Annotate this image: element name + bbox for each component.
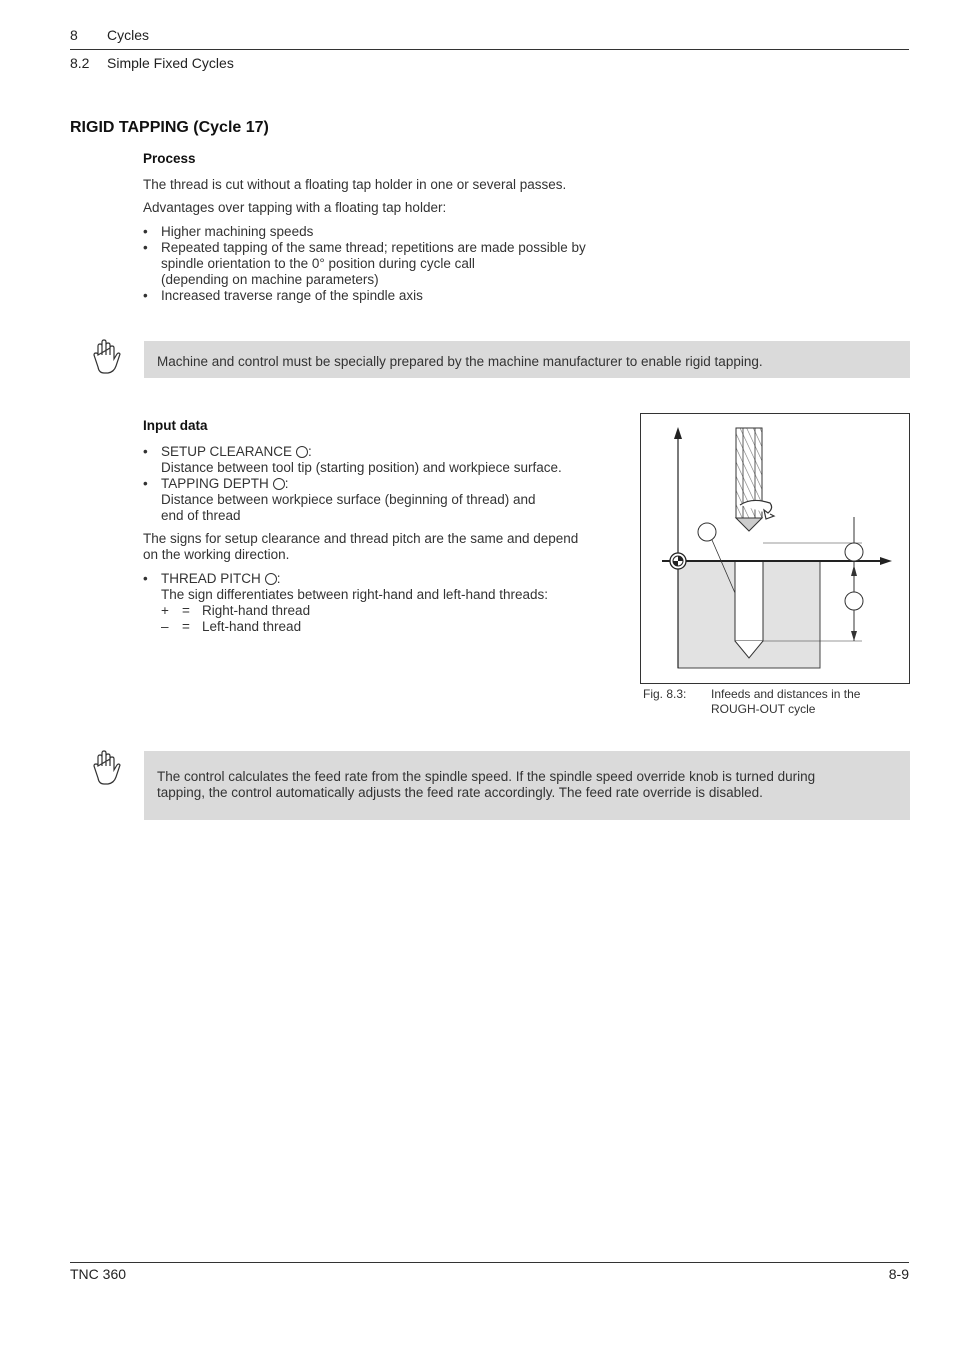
footer-product: TNC 360	[70, 1266, 127, 1282]
signs-line: The signs for setup clearance and thread pitch are the same and depend	[143, 531, 579, 546]
setup-clearance-label: SETUP CLEARANCE	[161, 444, 293, 459]
callout-circle	[845, 543, 863, 561]
bullet: •	[143, 476, 148, 491]
equals-sign: =	[182, 603, 190, 618]
page-number: 8-9	[888, 1266, 909, 1282]
list-item-text: SETUP CLEARANCE :	[161, 444, 312, 459]
tapping-depth-desc: end of thread	[161, 508, 241, 523]
list-item-text: THREAD PITCH :	[161, 571, 281, 586]
list-item	[143, 444, 623, 476]
thread-pitch-label: THREAD PITCH	[161, 571, 261, 586]
list-item-text: TAPPING DEPTH :	[161, 476, 289, 491]
page-title: RIGID TAPPING (Cycle 17)	[70, 119, 269, 136]
note-line: The control calculates the feed rate from the spindle speed. If the spindle speed override knob is turned during	[157, 769, 816, 784]
process-para-2: Advantages over tapping with a floating tap holder:	[143, 200, 447, 215]
bullet: •	[143, 224, 148, 239]
advantages-list	[143, 224, 643, 304]
list-item	[143, 240, 643, 288]
input-heading: Input data	[143, 418, 208, 433]
note-text	[157, 769, 815, 801]
input-list-2	[143, 571, 623, 635]
tapping-figure	[640, 413, 910, 684]
setup-clearance-desc: Distance between tool tip (starting position) and workpiece surface.	[161, 460, 562, 475]
bullet: •	[143, 571, 148, 586]
sign-row	[161, 619, 623, 635]
tapping-diagram	[640, 413, 910, 684]
sign-row	[161, 603, 623, 619]
note-line: tapping, the control automatically adjusts the feed rate accordingly. The feed rate override is disabled.	[157, 785, 763, 800]
list-item-text: Higher machining speeds	[161, 224, 314, 239]
thread-pitch-desc: The sign differentiates between right-hand and left-hand threads:	[161, 587, 549, 602]
figure-caption	[711, 687, 860, 717]
bullet: •	[143, 288, 148, 303]
caption-line: ROUGH-OUT cycle	[711, 702, 816, 716]
callout-circle	[698, 523, 716, 541]
list-item-text: Increased traverse range of the spindle axis	[161, 288, 423, 303]
section-title: Simple Fixed Cycles	[107, 55, 234, 71]
footer-rule	[70, 1262, 909, 1263]
sign-meaning: Left-hand thread	[202, 619, 302, 634]
section-number: 8.2	[70, 55, 90, 71]
list-item-text: Repeated tapping of the same thread; repetitions are made possible by	[161, 240, 586, 255]
callout-circle	[845, 592, 863, 610]
list-item-text: spindle orientation to the 0° position during cycle call	[161, 256, 475, 271]
list-item	[143, 476, 623, 524]
sign-meaning: Right-hand thread	[202, 603, 311, 618]
input-list-1	[143, 444, 623, 524]
list-item-text: (depending on machine parameters)	[161, 272, 379, 287]
circle-marker-icon	[273, 478, 285, 490]
caption-line: Infeeds and distances in the	[711, 687, 861, 701]
bullet: •	[143, 444, 148, 459]
circle-marker-icon	[296, 446, 308, 458]
list-item	[143, 288, 643, 304]
process-heading: Process	[143, 151, 196, 166]
list-item	[143, 224, 643, 240]
note-text: Machine and control must be specially prepared by the machine manufacturer to enable rigid tapping.	[157, 354, 763, 369]
tapping-depth-label: TAPPING DEPTH	[161, 476, 269, 491]
process-para-1: The thread is cut without a floating tap holder in one or several passes.	[143, 177, 567, 192]
pointing-hand-icon	[88, 748, 122, 790]
tapping-depth-desc: Distance between workpiece surface (beginning of thread) and	[161, 492, 536, 507]
chapter-number: 8	[70, 27, 78, 43]
note-box	[144, 341, 910, 378]
pointing-hand-icon	[88, 337, 122, 379]
header-rule	[70, 49, 909, 50]
sign-symbol: +	[161, 603, 169, 618]
sign-symbol: –	[161, 619, 169, 634]
circle-marker-icon	[265, 573, 277, 585]
drilled-hole	[735, 561, 763, 641]
signs-paragraph	[143, 531, 623, 563]
signs-line: on the working direction.	[143, 547, 290, 562]
bullet: •	[143, 240, 148, 255]
chapter-title: Cycles	[107, 27, 150, 43]
note-box	[144, 751, 910, 820]
figure-number: Fig. 8.3:	[643, 687, 687, 701]
equals-sign: =	[182, 619, 190, 634]
list-item	[143, 571, 623, 635]
